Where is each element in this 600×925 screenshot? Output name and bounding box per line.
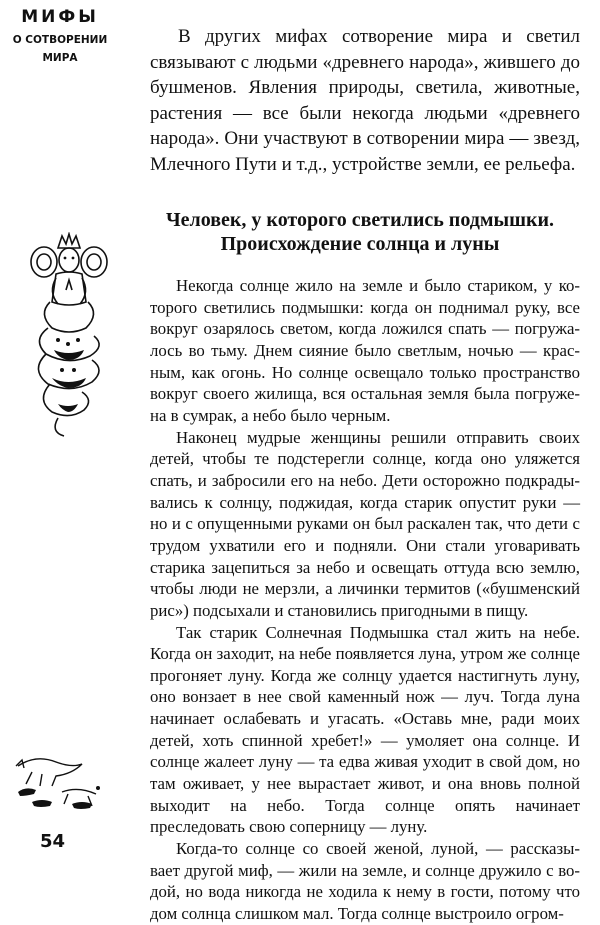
intro-paragraph: В других мифах сотворение мира и светил связывают с людьми «древнего народа», жившего до бушменов. Явления природы, светила, животные, растения — все были некогда людьми «древнего народа». Они участвуют в сотворении мира — звезд, Млечного Пути и т.д., устройстве земли, ее рельефа. bbox=[150, 26, 580, 175]
running-title-line-1: МИФЫ bbox=[21, 7, 99, 27]
section-heading bbox=[120, 208, 600, 256]
page-number: 54 bbox=[40, 831, 66, 852]
running-title-line-3: МИРА bbox=[42, 52, 78, 64]
paragraph-4: Когда-то солнце со своей женой, луной, — рассказывает другой миф, — жили на земле, и солнце дружило с водой, но вода никогда не ходила к нему в гости, потому что дом солнца слишком мал. Тогда солнце выстроило огром- bbox=[150, 839, 580, 924]
running-title-line-2: О СОТВОРЕНИИ bbox=[12, 34, 108, 46]
paragraph-2: Наконец мудрые женщины решили отправить своих детей, чтобы те подстерегли солнце, когда оно уляжется спать, и забросили его на небо. Дети осторожно подкрадывались к солнцу, поджидая, когда старик опустит руки — но и с опущенными руками он был раскален так, что дети с трудом ухватили его и подняли. Они стали уговаривать старика зацепиться за небо и освещать оттуда всю землю, чтобы люди не мерзли, а личинки термитов («бушменский рис») подсыхали и становились пригодными в пищу. bbox=[150, 427, 580, 620]
running-section-title bbox=[10, 6, 110, 66]
body-text bbox=[150, 275, 580, 925]
section-heading-line-1: Человек, у которого светились подмышки. bbox=[165, 209, 555, 231]
paragraph-1: Некогда солнце жило на земле и было стариком, у которого светились подмышки: когда он поднимал руку, все вокруг озарялось светом, когда ложился спать — погружалось во тьму. Днем сияние было светлым, ночью — красным, как огонь. Но солнце освещало только пространство вокруг своего жилища, вся остальная земля была погружена в сумрак, а небо было черным. bbox=[150, 276, 580, 425]
goddess-serpent-illustration bbox=[28, 232, 110, 442]
paragraph-3: Так старик Солнечная Подмышка стал жить на небе. Когда он заходит, на небе появляется луна, утром же солнце прогоняет луну. Когда же солнцу удается настигнуть луну, оно вонзает в нее свой каменный нож — луч. Тогда луна начинает ослабевать и угасать. «Оставь мне, ради моих детей, хоть спинной хребет!» — умоляет она солнце. И солнце жалеет луну — та едва живая уходит в свой дом, но там оживает, у нее вырастает живот, и она вновь полной выходит на небо. Тогда солнце опять начинает преследовать свою соперницу — луну. bbox=[150, 622, 580, 837]
cave-painting-illustration bbox=[12, 752, 104, 814]
section-heading-line-2: Происхождение солнца и луны bbox=[220, 233, 500, 255]
